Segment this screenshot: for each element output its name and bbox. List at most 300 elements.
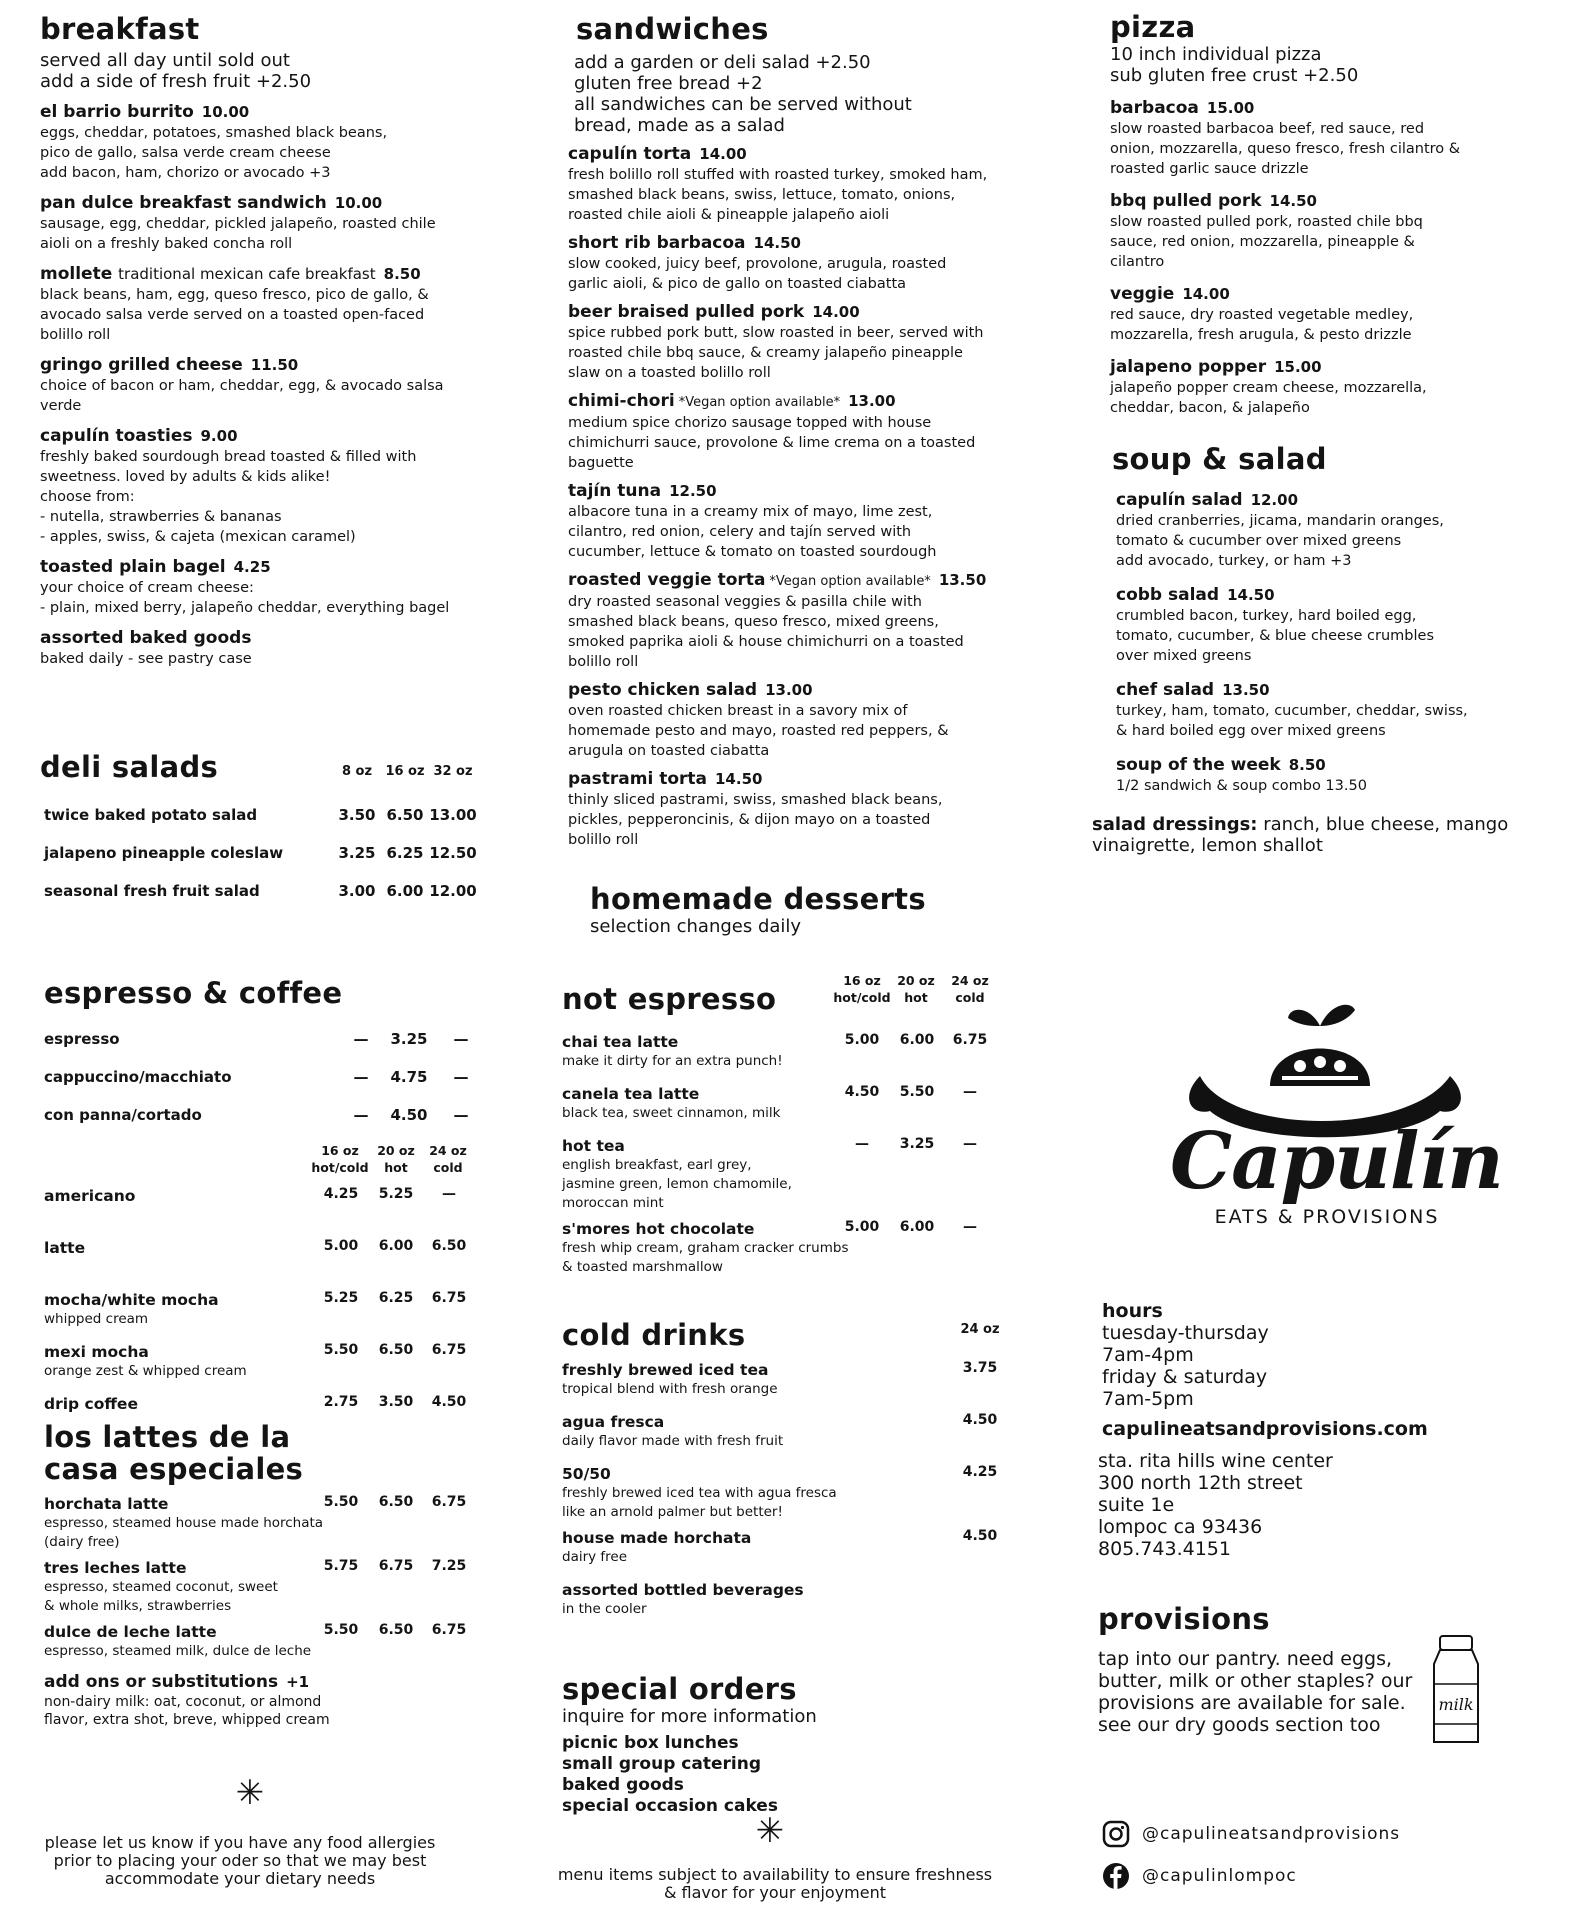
item-price: 4.25: [233, 557, 271, 576]
item-price: 14.50: [753, 233, 801, 252]
drink-description: in the cooler: [562, 1601, 647, 1617]
item-name: veggie: [1110, 283, 1175, 304]
drink-price: 5.50: [323, 1341, 359, 1358]
drink-description: like an arnold palmer but better!: [562, 1504, 783, 1520]
drink-price: 6.75: [952, 1032, 988, 1048]
row-price: 3.25: [390, 1029, 428, 1048]
item-name: roasted veggie torta: [568, 569, 766, 590]
section-subtitle: 10 inch individual pizza: [1110, 43, 1322, 65]
item-description: cucumber, lettuce & tomato on toasted sourdough: [568, 543, 937, 560]
instagram-icon: [1102, 1820, 1130, 1848]
item-description: pickles, pepperoncinis, & dijon mayo on a toasted: [568, 811, 931, 828]
item-price: 13.00: [848, 391, 896, 410]
item-description: slow cooked, juicy beef, provolone, arugula, roasted: [568, 255, 947, 272]
row-name: seasonal fresh fruit salad: [44, 882, 260, 900]
note-line: menu items subject to availability to ensure freshness: [557, 1865, 993, 1884]
item-price: 14.00: [1182, 284, 1230, 303]
row-name: espresso: [44, 1029, 120, 1048]
item-name: mollete: [40, 263, 113, 284]
drink-description: espresso, steamed coconut, sweet: [44, 1578, 278, 1595]
drink-name: mexi mocha: [44, 1342, 149, 1361]
drink-description: espresso, steamed milk, dulce de leche: [44, 1642, 312, 1659]
drink-price: 6.50: [378, 1493, 414, 1510]
table-row: [562, 1528, 1012, 1574]
section-title: los lattes de la: [44, 1420, 291, 1454]
drink-price: 6.75: [431, 1621, 467, 1638]
item-description: 1/2 sandwich & soup combo 13.50: [1116, 777, 1367, 794]
item-description: slaw on a toasted bolillo roll: [568, 364, 771, 381]
special-order-item: baked goods: [562, 1774, 684, 1795]
row-price: —: [353, 1105, 369, 1124]
drink-description: black tea, sweet cinnamon, milk: [562, 1105, 781, 1121]
section-title: cold drinks: [562, 1318, 746, 1352]
table-row: [44, 1238, 484, 1284]
deli-salads-section: [40, 752, 480, 912]
facebook-row[interactable]: [1102, 1862, 1542, 1898]
item-description: albacore tuna in a creamy mix of mayo, lime zest,: [568, 503, 933, 520]
item-description: - plain, mixed berry, jalapeño cheddar, everything bagel: [40, 599, 450, 616]
item-description: jalapeño popper cream cheese, mozzarella,: [1110, 379, 1427, 396]
section-subtitle: add a side of fresh fruit +2.50: [40, 70, 312, 92]
item-description: dried cranberries, jicama, mandarin oranges,: [1116, 512, 1444, 529]
item-description: chimichurri sauce, provolone & lime crema on a toasted: [568, 434, 976, 451]
drink-price: 6.75: [431, 1341, 467, 1358]
item-header: [568, 680, 1018, 701]
item-price: 11.50: [250, 355, 299, 374]
dressings-list: ranch, blue cheese, mango: [1263, 813, 1509, 835]
special-order-item: special occasion cakes: [562, 1795, 778, 1816]
drink-price: 6.00: [899, 1219, 935, 1235]
allergy-line: accommodate your dietary needs: [104, 1869, 376, 1888]
table-row: [562, 1464, 1012, 1522]
drink-price: 4.50: [962, 1412, 998, 1428]
size-header: 32 oz: [433, 764, 473, 779]
menu-item: [40, 557, 500, 618]
size-oz: 24 oz: [951, 973, 989, 988]
drink-name: dulce de leche latte: [44, 1622, 217, 1641]
provisions-line: provisions are available for sale.: [1098, 1691, 1406, 1714]
address-line: 805.743.4151: [1098, 1538, 1231, 1560]
milk-bottle-icon: [1424, 1634, 1488, 1746]
item-description: oven roasted chicken breast in a savory mix of: [568, 702, 908, 719]
menu-item: [40, 426, 500, 547]
item-description: your choice of cream cheese:: [40, 579, 254, 596]
section-title: provisions: [1098, 1602, 1270, 1636]
drink-price: 6.00: [899, 1032, 935, 1048]
item-price: 14.50: [1227, 585, 1275, 604]
table-row: [562, 1360, 1012, 1406]
item-name: capulín salad: [1116, 489, 1243, 510]
item-header: [1110, 357, 1560, 378]
item-description: sausage, egg, cheddar, pickled jalapeño, roasted chile: [40, 215, 436, 232]
facebook-handle[interactable]: @capulinlompoc: [1142, 1866, 1297, 1886]
drink-name: drip coffee: [44, 1394, 138, 1413]
capulin-logo: [1170, 996, 1503, 1246]
item-name: barbacoa: [1110, 97, 1199, 118]
section-subtitle: gluten free bread +2: [574, 72, 763, 94]
hours-line: 7am-5pm: [1102, 1388, 1194, 1410]
item-header: [40, 557, 500, 578]
item-price: 12.50: [669, 481, 717, 500]
item-name: tajín tuna: [568, 480, 662, 501]
drink-description: tropical blend with fresh orange: [562, 1381, 778, 1397]
drink-name: agua fresca: [562, 1413, 665, 1431]
item-name: cobb salad: [1116, 584, 1220, 605]
size-header: [940, 972, 1000, 1006]
item-price: 15.00: [1274, 357, 1322, 376]
item-price: 12.00: [1250, 490, 1299, 509]
espresso-coffee-section: [44, 978, 484, 1440]
item-header: [1116, 585, 1572, 606]
item-header: [568, 233, 1018, 254]
item-description: bolillo roll: [568, 653, 639, 670]
item-name: jalapeno popper: [1110, 356, 1267, 377]
section-title: espresso & coffee: [44, 976, 343, 1010]
size-temp: cold: [433, 1159, 463, 1175]
item-description: baked daily - see pastry case: [40, 650, 252, 667]
row-price: 4.50: [390, 1105, 428, 1124]
row-price: —: [453, 1067, 469, 1086]
soup-salad-section: [1092, 442, 1572, 856]
dressings-label: salad dressings:: [1092, 813, 1258, 835]
item-description: smashed black beans, queso fresco, mixed greens,: [568, 613, 939, 630]
note-line: & flavor for your enjoyment: [663, 1883, 887, 1902]
milk-label: milk: [1438, 1695, 1474, 1714]
item-header: [40, 264, 500, 285]
table-row: [562, 1580, 1012, 1626]
item-name: el barrio burrito: [40, 101, 194, 122]
section-subtitle: all sandwiches can be served without: [574, 93, 912, 115]
section-subtitle: served all day until sold out: [40, 49, 290, 71]
drink-price: 4.50: [431, 1393, 467, 1410]
item-description: spice rubbed pork butt, slow roasted in beer, served with: [568, 324, 984, 341]
section-title: homemade desserts: [590, 882, 926, 916]
pizza-section: [1110, 12, 1560, 418]
item-price: 10.00: [201, 102, 250, 121]
row-price: —: [353, 1067, 369, 1086]
item-description: black beans, ham, egg, queso fresco, pico de gallo, &: [40, 286, 429, 303]
hours-line: friday & saturday: [1102, 1366, 1268, 1388]
item-description: cilantro, red onion, celery and tajín served with: [568, 523, 912, 540]
row-price: 6.25: [386, 844, 424, 862]
row-price: 6.00: [386, 882, 424, 900]
drink-price: 5.00: [844, 1219, 880, 1235]
table-row: [40, 874, 480, 912]
drink-price: 5.00: [323, 1237, 359, 1254]
item-description: sweetness. loved by adults & kids alike!: [40, 468, 331, 485]
drink-name: hot tea: [562, 1137, 625, 1155]
item-description: cilantro: [1110, 253, 1165, 270]
row-price: 12.50: [429, 844, 477, 862]
table-row: [562, 1032, 1012, 1078]
breakfast-section: [40, 14, 500, 669]
item-price: 8.50: [383, 264, 421, 283]
item-description: over mixed greens: [1116, 647, 1252, 664]
drink-price: 6.25: [378, 1289, 414, 1306]
item-price: 15.00: [1206, 98, 1255, 117]
item-description: roasted chile aioli & pineapple jalapeño aioli: [568, 206, 890, 223]
section-title: casa especiales: [44, 1451, 304, 1486]
item-header: [40, 193, 500, 214]
table-row: [562, 1412, 1012, 1458]
item-description: mozzarella, fresh arugula, & pesto drizzle: [1110, 326, 1412, 343]
item-header: [1116, 755, 1572, 776]
item-price: 14.50: [1269, 191, 1317, 210]
drink-price: 5.50: [323, 1493, 359, 1510]
provisions-line: see our dry goods section too: [1098, 1713, 1381, 1736]
item-description: tomato, cucumber, & blue cheese crumbles: [1116, 627, 1435, 644]
menu-item: [40, 628, 500, 669]
table-row: [44, 1098, 484, 1136]
provisions-section: [1098, 1604, 1558, 1736]
item-name: bbq pulled pork: [1110, 190, 1262, 211]
drink-name: s'mores hot chocolate: [562, 1220, 755, 1238]
vegan-note: *Vegan option available*: [678, 394, 841, 410]
drink-name: 50/50: [562, 1465, 611, 1483]
item-price: 9.00: [200, 426, 238, 445]
menu-item: [568, 769, 1018, 850]
special-order-item: small group catering: [562, 1753, 761, 1774]
drink-price: 6.75: [378, 1557, 414, 1574]
item-description: & hard boiled egg over mixed greens: [1116, 722, 1386, 739]
item-description: tomato & cucumber over mixed greens: [1116, 532, 1402, 549]
drink-description: english breakfast, earl grey,: [562, 1157, 752, 1173]
logo-tagline: EATS & PROVISIONS: [1214, 1206, 1440, 1228]
item-price: 14.00: [699, 144, 747, 163]
drink-description: daily flavor made with fresh fruit: [562, 1433, 784, 1449]
drink-price: 4.25: [962, 1464, 998, 1480]
item-description: thinly sliced pastrami, swiss, smashed black beans,: [568, 791, 943, 808]
section-subtitle: sub gluten free crust +2.50: [1110, 64, 1359, 86]
table-row: [562, 1084, 1012, 1130]
item-name: capulín toasties: [40, 425, 193, 446]
row-name: cappuccino/macchiato: [44, 1067, 232, 1086]
sandwiches-section: [568, 14, 1018, 850]
item-name: short rib barbacoa: [568, 232, 746, 253]
salad-dressings: [1092, 814, 1572, 856]
menu-item: [1110, 284, 1560, 345]
table-row: [44, 1494, 484, 1552]
drink-price: —: [442, 1185, 456, 1202]
drink-price: 6.50: [431, 1237, 467, 1254]
row-price: 3.50: [338, 806, 376, 824]
size-header: 24 oz: [960, 1322, 1000, 1337]
item-price: 14.00: [812, 302, 860, 321]
drink-description: & toasted marshmallow: [562, 1259, 723, 1275]
row-price: 3.00: [338, 882, 376, 900]
menu-item: [568, 680, 1018, 761]
item-header: [1110, 284, 1560, 305]
hours-line: 7am-4pm: [1102, 1344, 1194, 1366]
size-oz: 16 oz: [321, 1142, 359, 1158]
item-header: [568, 570, 1018, 592]
row-name: con panna/cortado: [44, 1105, 202, 1124]
drink-name: chai tea latte: [562, 1033, 679, 1051]
item-description: roasted garlic sauce drizzle: [1110, 160, 1309, 177]
menu-item: [568, 233, 1018, 294]
size-header: [418, 1142, 478, 1176]
item-header: [1116, 490, 1572, 511]
hours-section: [1092, 1300, 1552, 1560]
item-description: add bacon, ham, chorizo or avocado +3: [40, 164, 331, 181]
item-header: [568, 302, 1018, 323]
section-subtitle: bread, made as a salad: [574, 114, 785, 136]
item-description: slow roasted pulled pork, roasted chile bbq: [1110, 213, 1423, 230]
menu-item: [1116, 490, 1572, 571]
website-link[interactable]: capulineatsandprovisions.com: [1102, 1418, 1428, 1440]
size-temp: cold: [955, 990, 985, 1005]
menu-item: [568, 391, 1018, 473]
item-header: [568, 769, 1018, 790]
menu-item: [40, 193, 500, 254]
drink-price: 3.50: [378, 1393, 414, 1410]
cold-drinks-section: [562, 1320, 1012, 1626]
table-row: [562, 1136, 1012, 1213]
item-description: freshly baked sourdough bread toasted & filled with: [40, 448, 417, 465]
table-row: [44, 1622, 484, 1668]
size-temp: hot: [384, 1159, 408, 1175]
section-title: pizza: [1110, 10, 1196, 44]
drink-description: & whole milks, strawberries: [44, 1597, 232, 1614]
drink-price: 2.75: [323, 1393, 359, 1410]
item-header: [568, 391, 1018, 413]
item-description: - nutella, strawberries & bananas: [40, 508, 282, 525]
address-line: suite 1e: [1098, 1494, 1175, 1516]
menu-item: [1110, 191, 1560, 272]
item-description: verde: [40, 397, 82, 414]
item-header: [40, 426, 500, 447]
table-row: [44, 1558, 484, 1616]
menu-item: [40, 102, 500, 183]
table-row: [40, 798, 480, 836]
item-name: soup of the week: [1116, 754, 1281, 775]
item-description: arugula on toasted ciabatta: [568, 742, 770, 759]
table-row: [44, 1290, 484, 1336]
table-row: [44, 1342, 484, 1388]
item-description: smoked paprika aioli & house chimichurri on a toasted: [568, 633, 964, 650]
section-title: breakfast: [40, 12, 200, 46]
availability-note: [530, 1866, 1020, 1902]
instagram-row[interactable]: [1102, 1820, 1542, 1856]
menu-item: [568, 144, 1018, 225]
item-description: red sauce, dry roasted vegetable medley,: [1110, 306, 1414, 323]
drink-name: house made horchata: [562, 1529, 752, 1547]
item-description: crumbled bacon, turkey, hard boiled egg,: [1116, 607, 1417, 624]
instagram-handle[interactable]: @capulineatsandprovisions: [1142, 1824, 1401, 1844]
section-subtitle: selection changes daily: [590, 915, 802, 937]
row-price: 13.00: [429, 806, 477, 824]
item-price: 14.50: [715, 769, 763, 788]
drink-price: 6.50: [378, 1341, 414, 1358]
menu-item: [568, 481, 1018, 562]
menu-item: [568, 302, 1018, 383]
row-price: 6.50: [386, 806, 424, 824]
item-name: assorted baked goods: [40, 627, 252, 648]
item-description: garlic aioli, & pico de gallo on toasted ciabatta: [568, 275, 907, 292]
item-header: [40, 102, 500, 123]
item-description: eggs, cheddar, potatoes, smashed black beans,: [40, 124, 388, 141]
drink-price: 5.25: [378, 1185, 414, 1202]
drink-price: —: [963, 1136, 977, 1152]
item-description: choose from:: [40, 488, 135, 505]
special-order-item: picnic box lunches: [562, 1732, 739, 1753]
size-header: [886, 972, 946, 1006]
drink-description: jasmine green, lemon chamomile,: [562, 1176, 792, 1192]
item-description: aioli on a freshly baked concha roll: [40, 235, 293, 252]
addons-desc: non-dairy milk: oat, coconut, or almond: [44, 1693, 322, 1710]
row-price: —: [353, 1029, 369, 1048]
size-header: [832, 972, 892, 1006]
row-price: —: [453, 1105, 469, 1124]
section-title: not espresso: [562, 982, 777, 1016]
drink-name: americano: [44, 1186, 136, 1205]
item-description: fresh bolillo roll stuffed with roasted turkey, smoked ham,: [568, 166, 988, 183]
address-line: lompoc ca 93436: [1098, 1516, 1263, 1538]
item-description: bolillo roll: [40, 326, 111, 343]
asterisk-icon: ✳: [755, 1811, 785, 1851]
drink-price: 5.75: [323, 1557, 359, 1574]
addons-name: add ons or substitutions: [44, 1671, 279, 1692]
item-price: 10.00: [334, 193, 383, 212]
allergy-line: please let us know if you have any food allergies: [44, 1833, 436, 1852]
table-row: [562, 1219, 1012, 1277]
drink-price: 4.50: [962, 1528, 998, 1544]
drink-description: whipped cream: [44, 1310, 149, 1327]
drink-description: espresso, steamed house made horchata: [44, 1514, 324, 1531]
vegan-note: *Vegan option available*: [769, 573, 931, 589]
size-oz: 16 oz: [843, 973, 881, 988]
drink-name: mocha/white mocha: [44, 1290, 219, 1309]
section-title: sandwiches: [576, 12, 769, 46]
drink-description: dairy free: [562, 1549, 628, 1565]
drink-price: 7.25: [431, 1557, 467, 1574]
drink-name: latte: [44, 1238, 86, 1257]
item-header: [1110, 98, 1560, 119]
section-title: special orders: [562, 1672, 797, 1706]
item-description: medium spice chorizo sausage topped with house: [568, 414, 932, 431]
facebook-icon: [1102, 1862, 1130, 1890]
drink-price: 5.00: [844, 1032, 880, 1048]
item-description: onion, mozzarella, queso fresco, fresh cilantro &: [1110, 140, 1461, 157]
item-description: add avocado, turkey, or ham +3: [1116, 552, 1352, 569]
drink-price: 4.25: [323, 1185, 359, 1202]
drink-price: 6.00: [378, 1237, 414, 1254]
drink-description: (dairy free): [44, 1533, 120, 1550]
item-description: roasted chile bbq sauce, & creamy jalapeño pineapple: [568, 344, 963, 361]
item-name: pan dulce breakfast sandwich: [40, 192, 327, 213]
row-price: 4.75: [390, 1067, 428, 1086]
menu-item: [1116, 680, 1572, 741]
drink-price: —: [855, 1136, 869, 1152]
size-header: 8 oz: [341, 764, 373, 779]
item-header: [568, 481, 1018, 502]
allergy-note: [20, 1834, 460, 1888]
drink-price: —: [963, 1084, 977, 1100]
item-description: avocado salsa verde served on a toasted open-faced: [40, 306, 425, 323]
drink-price: 6.75: [431, 1493, 467, 1510]
addons-desc: flavor, extra shot, breve, whipped cream: [44, 1711, 330, 1728]
size-header: 16 oz: [385, 764, 425, 779]
asterisk-icon: ✳: [235, 1773, 265, 1813]
size-temp: hot/cold: [833, 990, 891, 1005]
item-name: chimi-chori: [568, 390, 675, 411]
item-description: turkey, ham, tomato, cucumber, cheddar, swiss,: [1116, 702, 1468, 719]
item-header: [1116, 680, 1572, 701]
section-subtitle: add a garden or deli salad +2.50: [574, 51, 871, 73]
item-description: cheddar, bacon, & jalapeño: [1110, 399, 1310, 416]
item-description: dry roasted seasonal veggies & pasilla chile with: [568, 593, 922, 610]
item-description: - apples, swiss, & cajeta (mexican caramel): [40, 528, 356, 545]
